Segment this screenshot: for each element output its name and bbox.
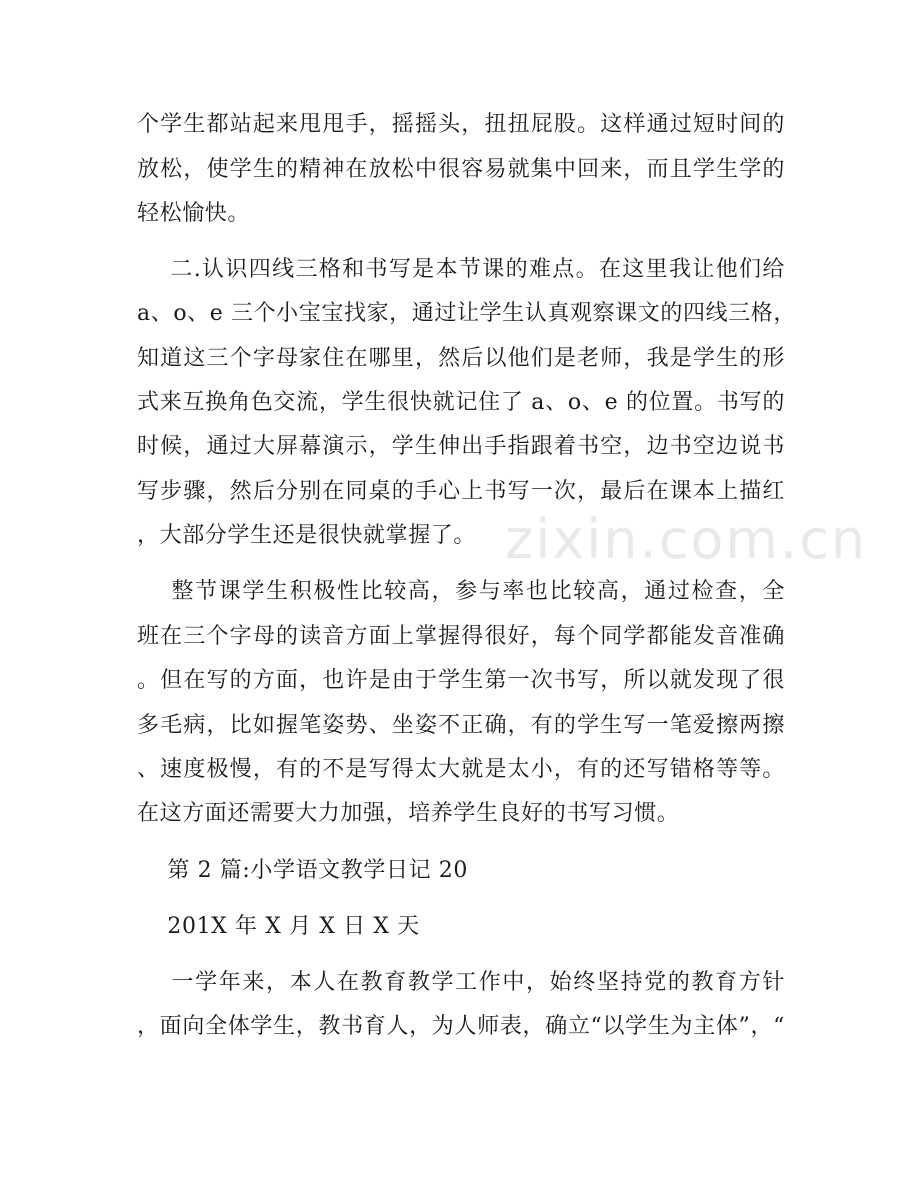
paragraph-line: 轻松愉快。	[137, 201, 251, 226]
paragraph-line: ，大部分学生还是很快就掌握了。	[137, 523, 477, 548]
paragraph-line: 。但在写的方面，也许是由于学生第一次书写，所以就发现了很	[137, 668, 785, 693]
paragraph-line: 整节课学生积极性比较高，参与率也比较高，通过检查，全	[137, 579, 785, 604]
paragraph-line: 在这方面还需要大力加强，培养学生良好的书写习惯。	[137, 801, 680, 826]
paragraph-line: 二.认识四线三格和书写是本节课的难点。在这里我让他们给	[137, 257, 785, 282]
paragraph-line: 个学生都站起来甩甩手，摇摇头，扭扭屁股。这样通过短时间的	[137, 112, 785, 137]
section-heading: 第 2 篇:小学语文教学日记 20	[137, 858, 468, 883]
paragraph-line: 班在三个字母的读音方面上掌握得很好，每个同学都能发音准确	[137, 624, 785, 649]
paragraph-line: ，面向全体学生，教书育人，为人师表，确立“以学生为主体”，“	[137, 1014, 785, 1039]
paragraph-line: 一学年来，本人在教育教学工作中，始终坚持党的教育方针	[137, 970, 785, 995]
paragraph-line: 放松，使学生的精神在放松中很容易就集中回来，而且学生学的	[137, 157, 785, 182]
paragraph-line: 多毛病，比如握笔姿势、坐姿不正确，有的学生写一笔爱擦两擦	[137, 713, 785, 738]
paragraph-line: 知道这三个字母家住在哪里，然后以他们是老师，我是学生的形	[137, 346, 785, 371]
paragraph-line: 时候，通过大屏幕演示，学生伸出手指跟着书空，边书空边说书	[137, 434, 785, 459]
paragraph-line: a、o、e 三个小宝宝找家，通过让学生认真观察课文的四线三格，	[137, 301, 796, 326]
paragraph-line: 、速度极慢，有的不是写得太大就是太小，有的还写错格等等。	[137, 757, 785, 782]
date-line: 201X 年 X 月 X 日 X 天	[137, 914, 420, 939]
paragraph-line: 式来互换角色交流，学生很快就记住了 a、o、e 的位置。书写的	[137, 390, 785, 415]
watermark: zixin.com.cn	[505, 508, 868, 571]
paragraph-line: 写步骤，然后分别在同桌的手心上书写一次，最后在课本上描红	[137, 479, 785, 504]
